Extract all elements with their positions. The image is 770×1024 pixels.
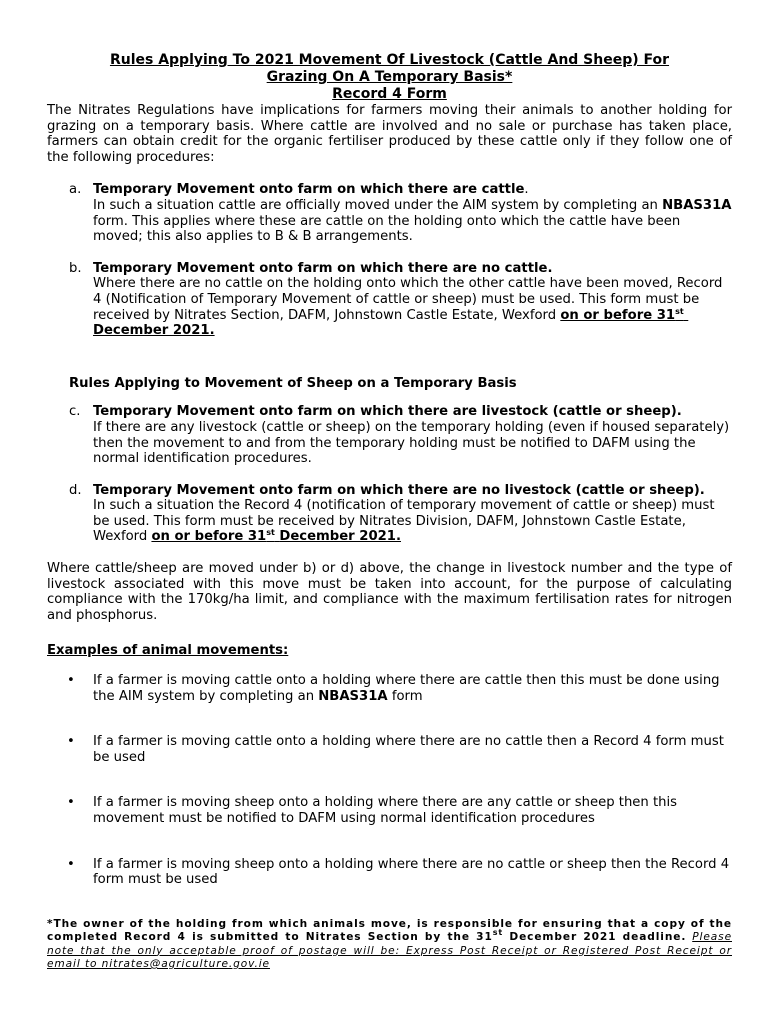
title-line-2: Grazing On A Temporary Basis* [266,69,513,85]
footnote-bold-post: December 2021 deadline. [509,931,687,944]
examples-heading: Examples of animal movements: [47,643,289,659]
title-line-1: Rules Applying To 2021 Movement Of Livestock (Cattle And Sheep) For [109,52,670,68]
example-text-after: form [391,688,423,704]
sheep-section-heading: Rules Applying to Movement of Sheep on a Temporary Basis [69,375,517,391]
footnote-sup: st [492,928,504,938]
item-heading: Temporary Movement onto farm on which there are livestock (cattle or sheep). [93,404,682,420]
item-letter: c. [69,404,81,420]
deadline-pre: on or before 31 [560,307,676,323]
document-page [47,52,732,971]
item-text-after: form. This applies where these are cattle on the holding onto which the cattle have been moved; this also applies to B & B arrangements. [93,213,681,245]
procedure-item-a [47,182,732,244]
item-text: If there are any livestock (cattle or sheep) on the temporary holding (even if housed separately) then the movement to and from the temporary holding must be notified to DAFM using the normal identification procedures. [93,419,730,467]
compliance-paragraph: Where cattle/sheep are moved under b) or d) above, the change in livestock number and the type of livestock associated with this move must be taken into account, for the purpose of calculating compliance with the 170kg/ha limit, and compliance with the maximum fertilisation rates for nitrogen and phosphorus. [47,561,732,623]
example-text: If a farmer is moving cattle onto a holding where there are no cattle then a Record 4 form must be used [93,734,724,765]
item-heading: Temporary Movement onto farm on which there are no cattle. [93,260,553,276]
deadline-sup: st [266,528,275,538]
deadline-post: December 2021. [93,323,215,339]
footnote [47,918,732,972]
bullet-icon: • [67,795,75,811]
example-text: If a farmer is moving sheep onto a holding where there are any cattle or sheep then this movement must be notified to DAFM using normal identification procedures [93,795,678,826]
footnote-bold-pre: *The owner of the holding from which animals move, is responsible for ensuring that a copy of the completed Record 4 is submitted to Nitrates Section by the 31 [47,917,732,944]
item-letter: a. [69,182,82,198]
item-heading: Temporary Movement onto farm on which there are cattle [93,182,525,198]
item-letter: d. [69,482,82,498]
deadline-sup: st [675,306,684,316]
form-code: NBAS31A [318,688,388,704]
intro-paragraph: The Nitrates Regulations have implications for farmers moving their animals to another holding for grazing on a temporary basis. Where cattle are involved and no sale or purchase has taken place, farmers can obtain credit for the organic fertiliser produced by these cattle only if they follow one of the following procedures: [47,103,732,165]
procedure-item-b [47,261,732,339]
deadline [151,529,401,544]
deadline-post: December 2021. [279,529,401,545]
form-code: NBAS31A [662,197,732,213]
item-heading-end: . [524,182,529,198]
document-title [47,52,732,103]
footnote-bold [47,918,732,943]
example-text-before: If a farmer is moving cattle onto a holding where there are cattle then this must be done using the AIM system by completing an [93,673,720,704]
cattle-procedure-list [47,182,732,338]
bullet-icon: • [67,673,75,689]
example-item [47,734,732,765]
deadline-pre: on or before 31 [151,529,267,545]
item-text: Where there are no cattle on the holding onto which the other cattle have been moved, Record 4 (Notification of Temporary Movement of cattle or sheep) must be used. This form must be received by Nitrates Section, DAFM, Johnstown Castle Estate, Wexford [93,276,723,323]
bullet-icon: • [67,856,75,872]
footnote-note: Please note that the only acceptable proof of postage will be: Express Post Receipt or Registered Post Receipt or email to nitrates@agriculture.gov.ie [47,931,732,970]
procedure-item-d [47,483,732,545]
example-item [47,795,732,826]
procedure-item-c [47,404,732,466]
example-item [47,673,732,704]
example-text: If a farmer is moving sheep onto a holding where there are no cattle or sheep then the Record 4 form must be used [93,856,730,888]
item-text-before: In such a situation cattle are officially moved under the AIM system by completing an [93,197,658,213]
item-letter: b. [69,260,82,276]
sheep-procedure-list [47,404,732,545]
item-heading: Temporary Movement onto farm on which there are no livestock (cattle or sheep). [93,482,705,498]
example-item [47,857,732,888]
item-text: In such a situation the Record 4 (notification of temporary movement of cattle or sheep) must be used. This form must be received by Nitrates Division, DAFM, Johnstown Castle Estate, Wexford [93,498,715,545]
bullet-icon: • [67,734,75,750]
examples-list [47,673,732,888]
title-line-3: Record 4 Form [332,86,447,102]
